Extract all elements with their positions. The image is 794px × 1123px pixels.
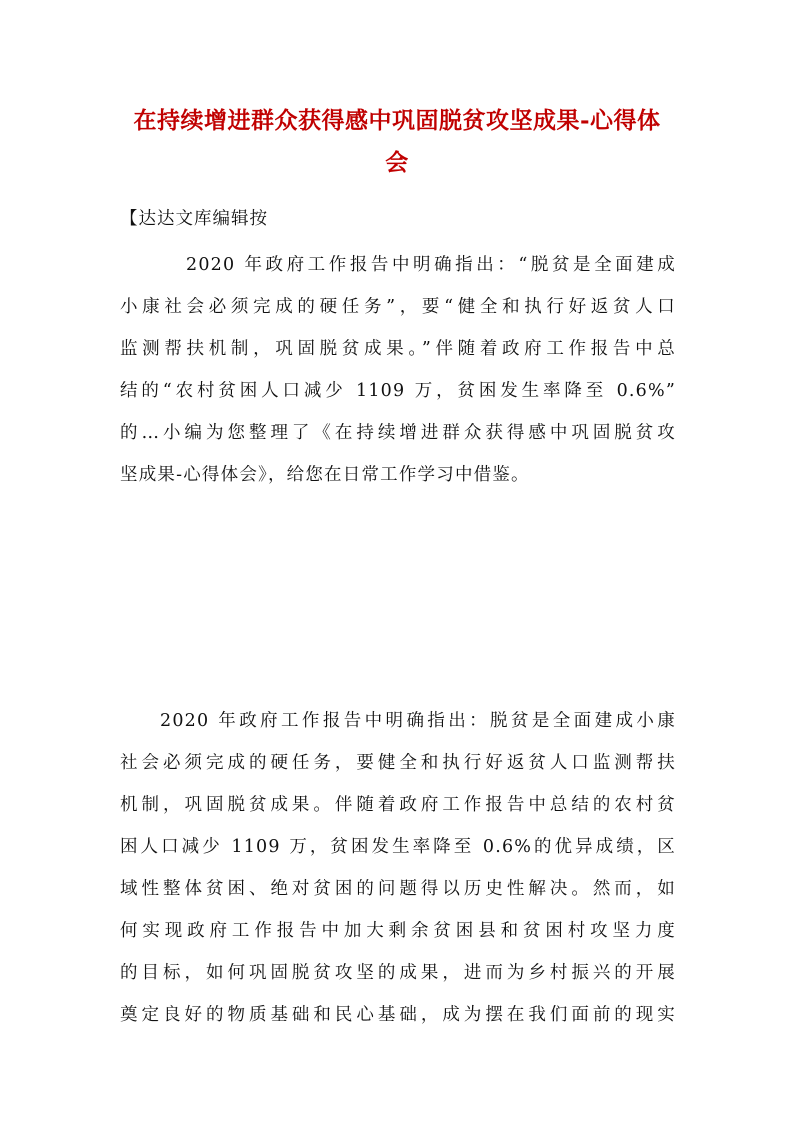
body-line: 何实现政府工作报告中加大剩余贫困县和贫困村攻坚力度 xyxy=(120,921,676,941)
body-line: 2020 年政府工作报告中明确指出：脱贫是全面建成小康 xyxy=(160,711,676,731)
body-line: 社会必须完成的硬任务，要健全和执行好返贫人口监测帮扶 xyxy=(120,753,676,773)
intro-line: 小康社会必须完成的硬任务”，要“健全和执行好返贫人口 xyxy=(120,297,676,317)
body-line: 奠定良好的物质基础和民心基础，成为摆在我们面前的现实 xyxy=(120,1005,676,1025)
intro-line: 2020 年政府工作报告中明确指出：“脱贫是全面建成 xyxy=(186,255,676,275)
intro-line: 坚成果-心得体会》，给您在日常工作学习中借鉴。 xyxy=(120,465,530,485)
body-line: 的目标，如何巩固脱贫攻坚的成果，进而为乡村振兴的开展 xyxy=(120,963,676,983)
intro-line: 结的“农村贫困人口减少 1109 万，贫困发生率降至 0.6%” xyxy=(120,381,676,401)
intro-line: 监测帮扶机制，巩固脱贫成果。”伴随着政府工作报告中总 xyxy=(120,339,676,359)
title-line-1: 在持续增进群众获得感中巩固脱贫攻坚成果-心得体 xyxy=(133,107,661,134)
body-line: 困人口减少 1109 万，贫困发生率降至 0.6%的优异成绩，区 xyxy=(120,837,676,857)
editor-note: 【达达文库编辑按 xyxy=(120,209,268,229)
body-line: 机制，巩固脱贫成果。伴随着政府工作报告中总结的农村贫 xyxy=(120,795,676,815)
title-line-2: 会 xyxy=(385,149,409,176)
intro-paragraph xyxy=(120,244,676,496)
intro-line: 的…小编为您整理了《在持续增进群众获得感中巩固脱贫攻 xyxy=(120,423,676,443)
document-title xyxy=(110,100,684,184)
body-line: 域性整体贫困、绝对贫困的问题得以历史性解决。然而，如 xyxy=(120,879,676,899)
body-paragraph xyxy=(120,700,676,1036)
